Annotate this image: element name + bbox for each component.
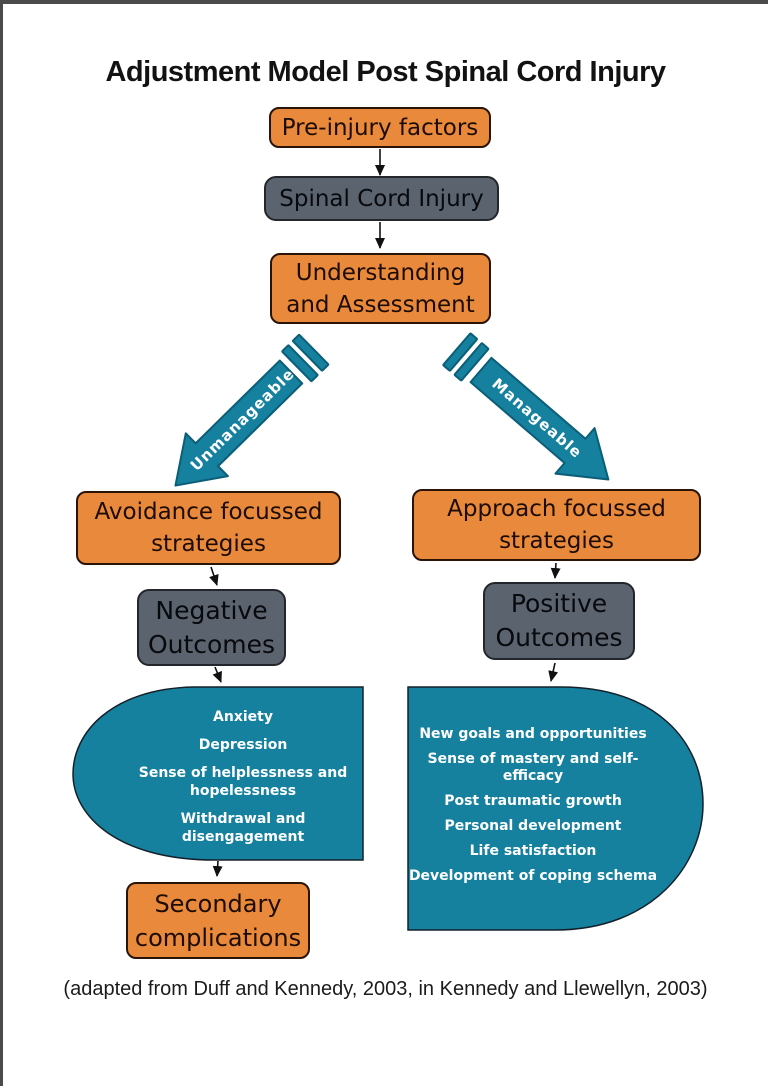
- node-avoidance-strategies: [76, 491, 341, 565]
- page-title: Adjustment Model Post Spinal Cord Injury: [105, 56, 666, 88]
- node-label-line: Avoidance focussed: [94, 499, 323, 525]
- node-label-line: complications: [134, 923, 302, 952]
- node-label-line: strategies: [499, 528, 614, 554]
- unmanageable-label: Unmanageable: [186, 364, 299, 475]
- node-label-line: strategies: [151, 531, 266, 557]
- list-item: Anxiety: [213, 709, 273, 725]
- connector-arrow: [555, 563, 556, 578]
- positive-outcomes-list: [407, 726, 659, 893]
- list-item: New goals and opportunities: [419, 726, 647, 742]
- node-label-line: Understanding: [295, 259, 466, 286]
- list-item: Depression: [198, 737, 288, 753]
- node-approach-strategies: [412, 489, 701, 561]
- connector-arrow: [217, 861, 218, 876]
- node-understanding-assessment: [270, 253, 491, 324]
- list-item: Sense of mastery and self-efficacy: [427, 751, 639, 784]
- manageable-label: Manageable: [488, 374, 586, 462]
- node-label: Pre-injury factors: [281, 114, 479, 141]
- list-item: Life satisfaction: [469, 843, 597, 859]
- source-caption: (adapted from Duff and Kennedy, 2003, in Kennedy and Llewellyn, 2003): [63, 978, 708, 1000]
- node-label-line: Positive: [510, 589, 608, 618]
- list-item: Withdrawal and disengagement: [180, 811, 306, 845]
- node-label: Spinal Cord Injury: [279, 185, 484, 212]
- node-label-line: Secondary: [154, 889, 282, 918]
- node-label-line: Approach focussed: [447, 496, 666, 522]
- node-label-line: Outcomes: [495, 623, 623, 652]
- connector-arrow: [211, 567, 217, 585]
- node-positive-outcomes: [483, 582, 635, 660]
- list-item: Personal development: [444, 818, 622, 834]
- node-label-line: and Assessment: [286, 291, 475, 318]
- node-pre-injury-factors: [269, 107, 491, 148]
- node-label-line: Negative: [155, 595, 268, 625]
- node-label-line: Outcomes: [147, 629, 276, 659]
- node-spinal-cord-injury: [264, 176, 499, 221]
- node-secondary-complications: [126, 882, 310, 959]
- node-negative-outcomes: [137, 589, 286, 666]
- connector-arrow: [215, 667, 221, 682]
- list-item: Development of coping schema: [408, 868, 658, 884]
- negative-outcomes-list: [123, 708, 363, 856]
- unmanageable-arrow-icon: [154, 328, 334, 507]
- manageable-arrow-icon: [437, 326, 628, 502]
- list-item: Sense of helplessness and hopelessness: [138, 765, 348, 799]
- list-item: Post traumatic growth: [444, 793, 622, 809]
- connector-arrow: [551, 663, 555, 681]
